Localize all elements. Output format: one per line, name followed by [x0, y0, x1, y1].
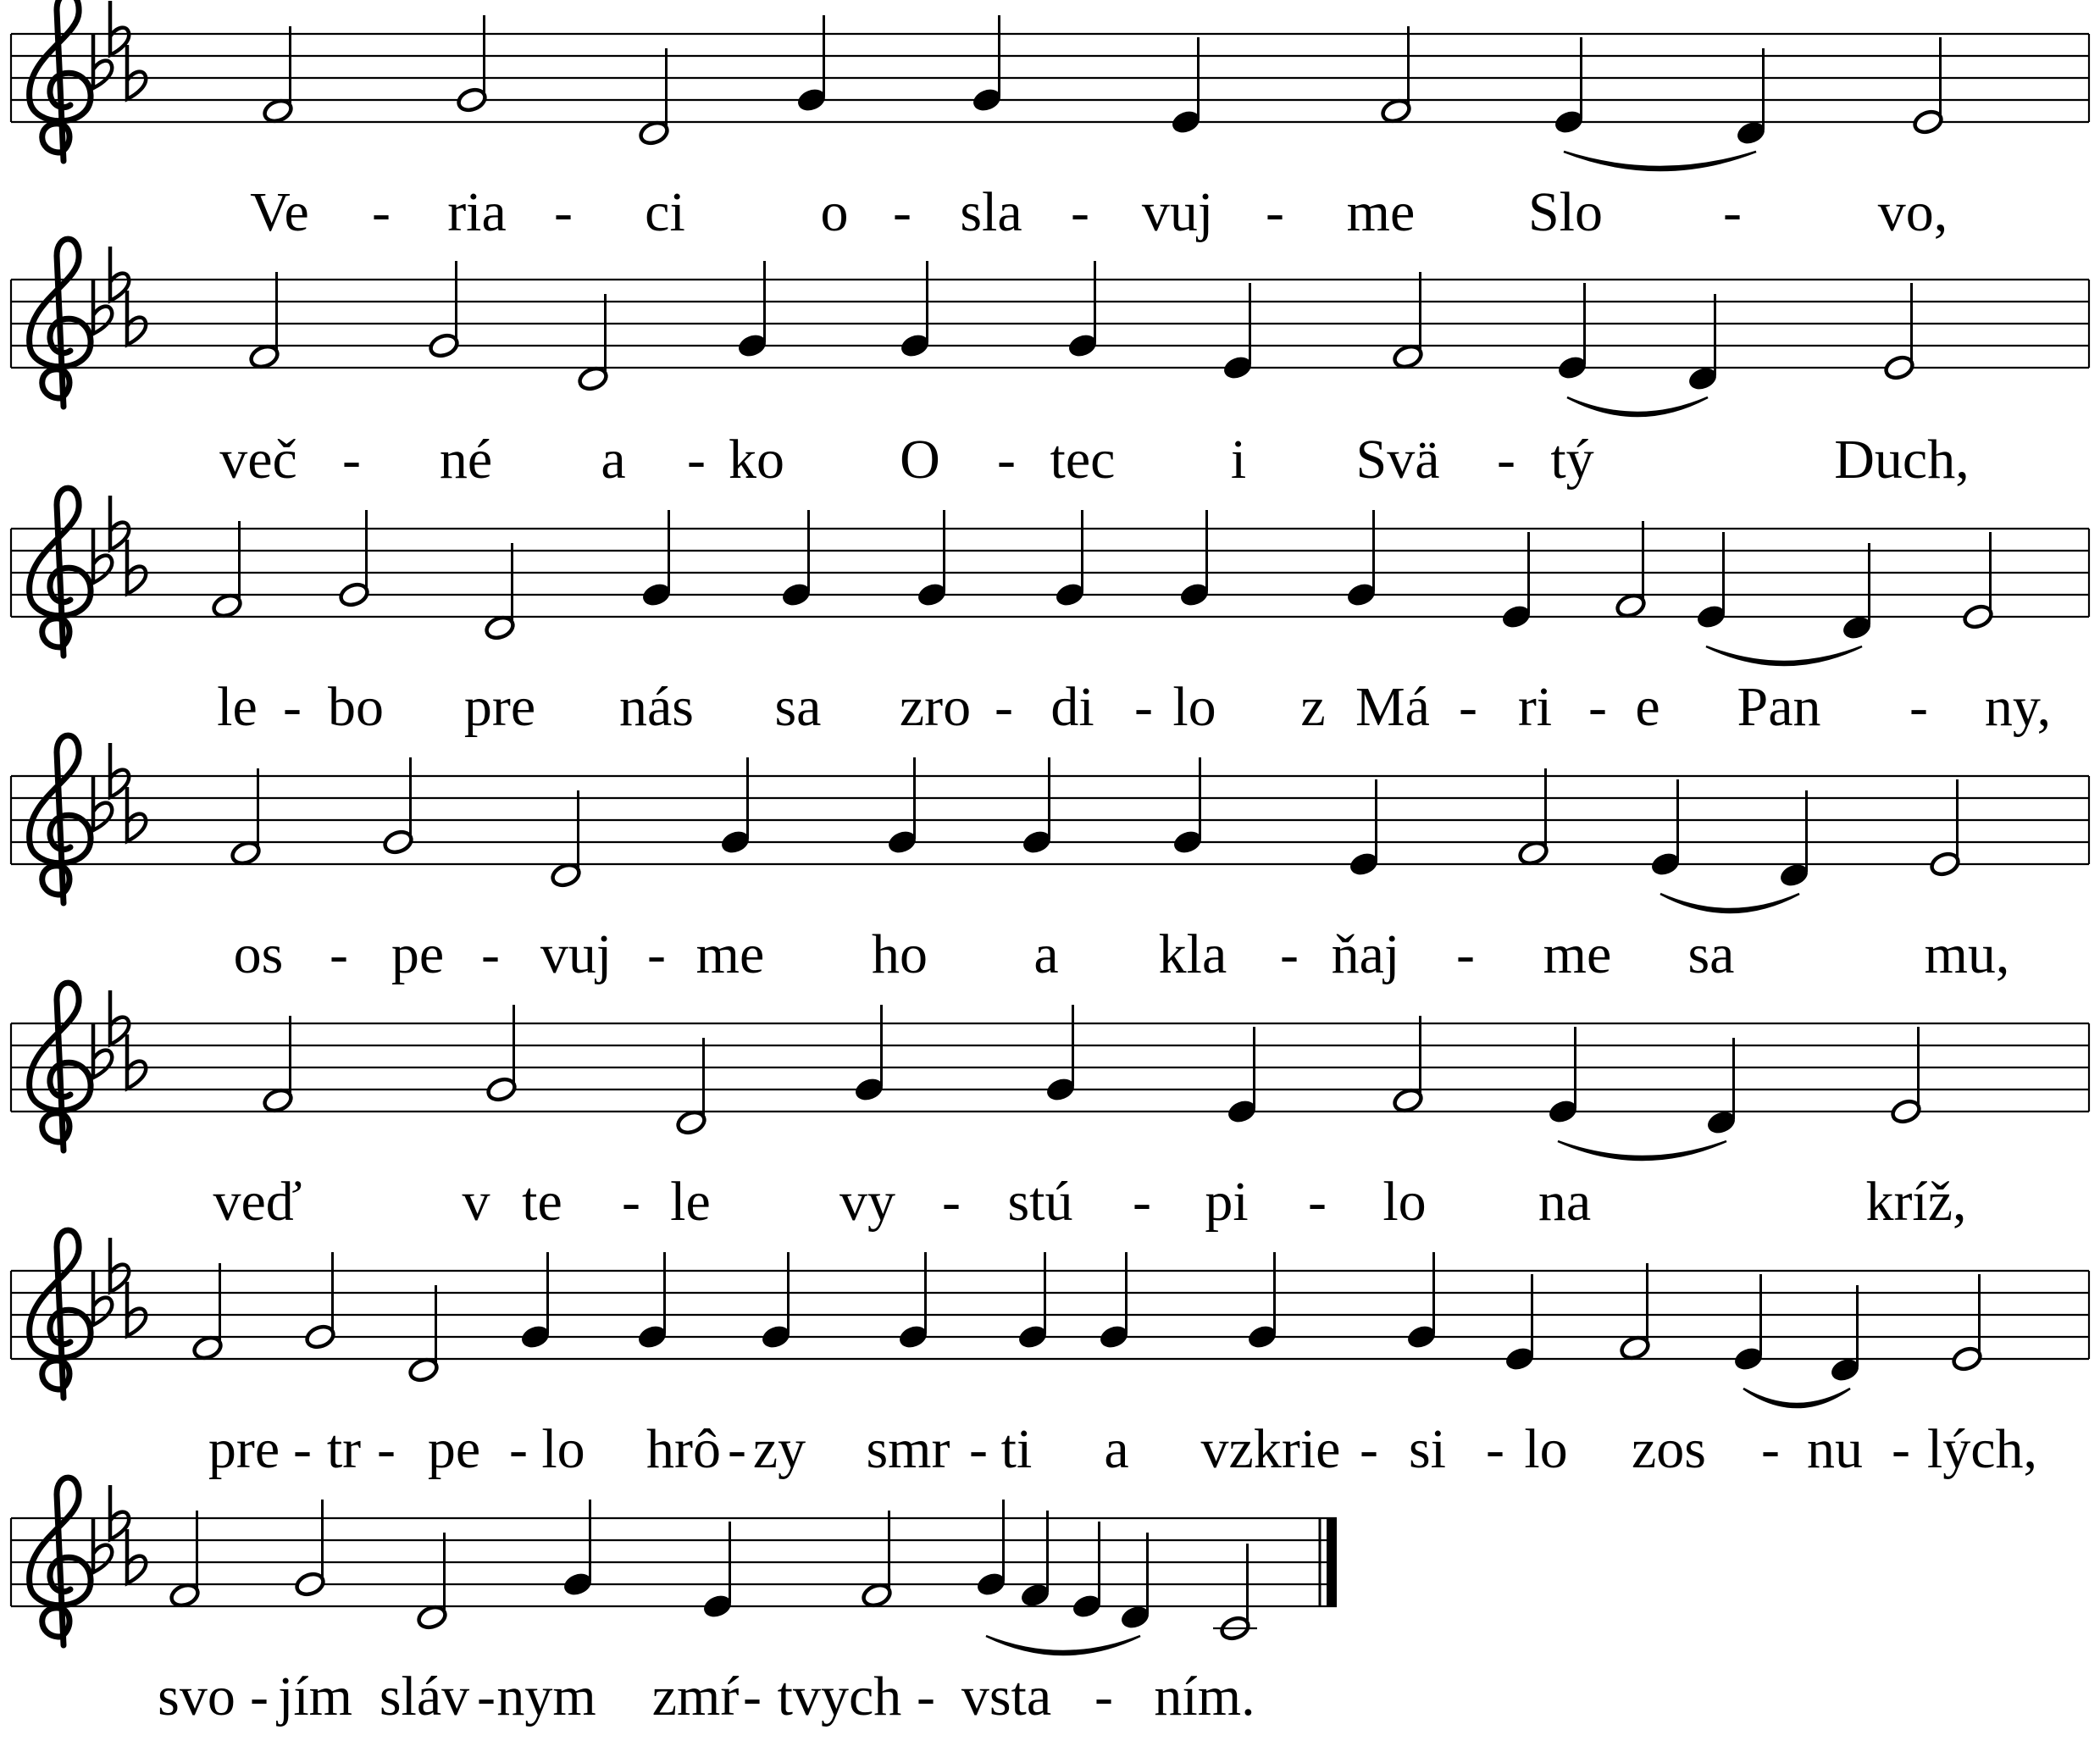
lyric-hyphen: -	[1133, 1171, 1151, 1233]
lyric-syllable: sa	[774, 676, 822, 738]
note-d4-quarter	[1735, 48, 1767, 147]
lyric-syllable: e	[1635, 676, 1660, 738]
lyrics-line-4	[234, 923, 2010, 985]
note-eb4-quarter	[1170, 37, 1202, 136]
lyric-hyphen: -	[969, 1418, 988, 1480]
lyric-hyphen: -	[1588, 676, 1607, 738]
note-g4-quarter	[1246, 1252, 1278, 1350]
note-g4-quarter	[1172, 757, 1204, 856]
lyric-hyphen: -	[509, 1418, 528, 1480]
lyric-hyphen: -	[1094, 1666, 1113, 1727]
note-g4-quarter	[975, 1500, 1007, 1598]
note-g4-quarter	[719, 757, 751, 856]
lyrics-line-6	[208, 1418, 2037, 1480]
note-g4-half	[456, 15, 488, 114]
lyric-syllable: Duch,	[1834, 429, 1970, 491]
lyric-hyphen: -	[942, 1171, 961, 1233]
note-d4-half	[484, 543, 516, 641]
lyric-syllable: os	[233, 923, 284, 985]
lyric-syllable: pi	[1205, 1171, 1249, 1233]
note-eb4-half	[1912, 37, 1944, 136]
note-eb4-quarter	[1226, 1027, 1258, 1125]
lyric-syllable: me	[1543, 923, 1612, 985]
lyric-hyphen: -	[1071, 181, 1089, 243]
lyric-syllable: ria	[447, 181, 507, 243]
note-eb4-quarter	[1732, 1274, 1765, 1372]
note-d4-quarter	[1829, 1285, 1861, 1383]
note-d4-half	[416, 1533, 448, 1631]
note-d4-half	[675, 1038, 707, 1136]
lyric-syllable: a	[601, 429, 626, 491]
slur	[1706, 646, 1862, 665]
lyric-hyphen: -	[917, 1666, 935, 1727]
slur	[986, 1636, 1140, 1655]
staff-system-1	[11, 0, 2089, 243]
lyric-hyphen: -	[1308, 1171, 1327, 1233]
note-d4-quarter	[1687, 294, 1719, 392]
slur	[1567, 397, 1708, 416]
note-eb4-quarter	[1556, 283, 1588, 381]
lyrics-line-7	[158, 1666, 1255, 1727]
note-d4-half	[550, 790, 582, 889]
lyric-hyphen: -	[293, 1418, 312, 1480]
lyric-syllable: vsta	[961, 1666, 1052, 1727]
lyric-syllable: stú	[1007, 1171, 1073, 1233]
flat-sign-icon	[127, 787, 146, 841]
note-f4-half	[1615, 521, 1647, 619]
lyric-syllable: vy	[839, 1171, 895, 1233]
lyric-hyphen: -	[1456, 923, 1475, 985]
note-g4-quarter	[1017, 1252, 1049, 1350]
lyric-syllable: svo	[158, 1666, 235, 1727]
lyric-hyphen: -	[377, 1418, 396, 1480]
note-g4-quarter	[971, 15, 1003, 114]
note-eb4-quarter	[1695, 532, 1727, 630]
lyrics-line-1	[250, 181, 1948, 243]
note-f4-half	[1517, 768, 1549, 867]
note-g4-half	[338, 510, 370, 608]
note-eb4-half	[1929, 779, 1961, 878]
lyric-hyphen: -	[1892, 1418, 1910, 1480]
lyrics-line-3	[217, 676, 2051, 738]
lyric-syllable: bo	[328, 676, 384, 738]
lyric-syllable: zos	[1632, 1418, 1706, 1480]
note-g4-quarter	[736, 261, 768, 359]
lyric-hyphen: -	[1134, 676, 1153, 738]
lyric-hyphen: -	[728, 1418, 746, 1480]
note-f4-half	[1619, 1263, 1651, 1361]
lyric-syllable: ko	[729, 429, 784, 491]
staff-system-5	[11, 983, 2089, 1233]
lyric-syllable: sa	[1687, 923, 1735, 985]
note-g4-quarter	[853, 1005, 885, 1103]
lyric-syllable: nu	[1807, 1418, 1863, 1480]
lyric-syllable: a	[1104, 1418, 1129, 1480]
note-f4-half	[1392, 1016, 1424, 1114]
lyric-syllable: na	[1538, 1171, 1592, 1233]
lyric-syllable: z	[1300, 676, 1326, 738]
lyric-syllable: si	[1408, 1418, 1447, 1480]
lyric-hyphen: -	[554, 181, 573, 243]
note-f4-half	[1392, 272, 1424, 370]
lyric-hyphen: -	[1280, 923, 1299, 985]
note-g4-quarter	[1021, 757, 1053, 856]
lyric-syllable: tr	[326, 1418, 362, 1480]
lyric-syllable: pe	[391, 923, 445, 985]
lyric-hyphen: -	[743, 1666, 762, 1727]
note-d4-half	[638, 48, 670, 147]
lyric-hyphen: -	[687, 429, 706, 491]
lyric-syllable: pre	[208, 1418, 280, 1480]
note-c4-half	[1213, 1544, 1257, 1642]
note-f4-quarter	[1019, 1511, 1051, 1609]
lyric-hyphen: -	[283, 676, 302, 738]
slur	[1558, 1141, 1726, 1160]
note-g4-quarter	[897, 1252, 929, 1350]
lyric-syllable: zmŕ	[651, 1666, 740, 1727]
note-d4-half	[407, 1285, 440, 1383]
note-eb4-half	[1951, 1274, 1983, 1372]
note-g4-half	[485, 1005, 518, 1103]
flat-sign-icon	[127, 45, 146, 99]
lyric-syllable: di	[1050, 676, 1094, 738]
lyric-hyphen: -	[622, 1171, 640, 1233]
slur	[1660, 894, 1799, 912]
note-g4-half	[294, 1500, 326, 1598]
lyric-syllable: hrô	[646, 1418, 721, 1480]
note-d4-quarter	[1119, 1533, 1151, 1631]
lyric-hyphen: -	[1266, 181, 1284, 243]
note-g4-quarter	[519, 1252, 551, 1350]
lyric-syllable: pre	[463, 676, 536, 738]
note-f4-half	[211, 521, 243, 619]
lyric-syllable: tec	[1050, 429, 1116, 491]
note-eb4-quarter	[1071, 1522, 1103, 1620]
note-f4-half	[248, 272, 280, 370]
lyric-syllable: a	[1033, 923, 1059, 985]
note-g4-half	[428, 261, 460, 359]
note-f4-half	[262, 1016, 294, 1114]
staff-system-2	[11, 239, 2089, 491]
lyric-syllable: né	[439, 429, 493, 491]
note-g4-quarter	[1098, 1252, 1130, 1350]
lyric-hyphen: -	[342, 429, 361, 491]
lyric-hyphen: -	[372, 181, 391, 243]
note-g4-quarter	[636, 1252, 668, 1350]
lyric-hyphen: -	[995, 676, 1013, 738]
lyric-syllable: sla	[960, 181, 1022, 243]
lyric-syllable: lých,	[1926, 1418, 2038, 1480]
note-d4-half	[577, 294, 609, 392]
note-d4-quarter	[1841, 543, 1873, 641]
lyric-hyphen: -	[477, 1666, 496, 1727]
lyric-syllable: ti	[1000, 1418, 1033, 1480]
lyric-syllable: lo	[1524, 1418, 1568, 1480]
lyric-syllable: le	[217, 676, 258, 738]
note-g4-quarter	[886, 757, 918, 856]
lyric-syllable: le	[670, 1171, 711, 1233]
lyric-hyphen: -	[1723, 181, 1742, 243]
lyric-syllable: o	[820, 181, 849, 243]
lyric-syllable: lo	[541, 1418, 585, 1480]
note-eb4-quarter	[1222, 283, 1254, 381]
lyric-hyphen: -	[1360, 1418, 1378, 1480]
flat-sign-icon	[127, 1529, 146, 1583]
note-eb4-quarter	[1500, 532, 1532, 630]
lyric-syllable: lo	[1382, 1171, 1427, 1233]
lyric-syllable: O	[900, 429, 940, 491]
note-f4-half	[191, 1263, 224, 1361]
lyric-syllable: vzkrie	[1200, 1418, 1341, 1480]
note-f4-half	[262, 26, 294, 125]
lyric-hyphen: -	[997, 429, 1016, 491]
lyric-syllable: zy	[752, 1418, 806, 1480]
lyric-syllable: smr	[866, 1418, 950, 1480]
slur	[1564, 152, 1756, 170]
note-d4-quarter	[1778, 790, 1810, 889]
lyric-syllable: Má	[1355, 676, 1430, 738]
note-eb4-half	[1883, 283, 1915, 381]
note-g4-quarter	[1178, 510, 1211, 608]
lyric-syllable: ním.	[1154, 1666, 1255, 1727]
note-g4-quarter	[795, 15, 828, 114]
note-g4-quarter	[640, 510, 673, 608]
note-g4-quarter	[899, 261, 931, 359]
lyric-syllable: pe	[427, 1418, 481, 1480]
lyric-syllable: ňaj	[1331, 923, 1400, 985]
lyric-syllable: v	[462, 1171, 490, 1233]
lyric-syllable: kríž,	[1865, 1171, 1967, 1233]
lyric-syllable: ci	[645, 181, 685, 243]
lyric-hyphen: -	[1486, 1418, 1504, 1480]
staff-system-4	[11, 735, 2089, 985]
lyric-syllable: jím	[277, 1666, 353, 1727]
lyric-syllable: Slo	[1527, 181, 1604, 243]
final-barline-thick	[1327, 1518, 1337, 1606]
lyric-hyphen: -	[893, 181, 911, 243]
note-eb4-quarter	[1504, 1274, 1536, 1372]
lyric-syllable: vuj	[540, 923, 612, 985]
flat-sign-icon	[127, 1034, 146, 1089]
lyric-hyphen: -	[1761, 1418, 1780, 1480]
lyrics-line-2	[219, 429, 1970, 491]
flat-sign-icon	[127, 291, 146, 345]
note-g4-quarter	[1345, 510, 1377, 608]
lyric-hyphen: -	[1909, 676, 1928, 738]
note-eb4-quarter	[1649, 779, 1682, 878]
note-eb4-quarter	[701, 1522, 734, 1620]
lyric-syllable: tvych	[777, 1666, 902, 1727]
note-d4-quarter	[1705, 1038, 1737, 1136]
note-eb4-half	[1890, 1027, 1922, 1125]
note-g4-quarter	[1405, 1252, 1438, 1350]
lyric-hyphen: -	[1497, 429, 1515, 491]
lyric-hyphen: -	[1459, 676, 1477, 738]
lyric-syllable: nás	[619, 676, 694, 738]
lyric-syllable: i	[1230, 429, 1247, 491]
lyric-syllable: mu,	[1924, 923, 2010, 985]
note-g4-quarter	[1067, 261, 1099, 359]
lyric-syllable: lo	[1172, 676, 1216, 738]
lyric-hyphen: -	[330, 923, 348, 985]
treble-clef-icon	[30, 0, 91, 161]
note-eb4-quarter	[1547, 1027, 1579, 1125]
lyric-syllable: nym	[496, 1666, 596, 1727]
lyric-syllable: te	[522, 1171, 562, 1233]
lyric-hyphen: -	[481, 923, 500, 985]
note-g4-quarter	[780, 510, 812, 608]
lyric-syllable: vuj	[1141, 181, 1214, 243]
staff-system-7	[11, 1478, 1337, 1727]
lyric-syllable: sláv	[379, 1666, 470, 1727]
lyric-syllable: vo,	[1877, 181, 1948, 243]
note-f4-half	[169, 1511, 201, 1609]
lyric-syllable: kla	[1158, 923, 1227, 985]
note-g4-quarter	[916, 510, 948, 608]
note-g4-half	[382, 757, 414, 856]
lyrics-line-5	[213, 1171, 1967, 1233]
lyric-syllable: Pan	[1737, 676, 1821, 738]
lyric-syllable: ho	[872, 923, 928, 985]
note-f4-half	[1380, 26, 1412, 125]
lyric-syllable: me	[695, 923, 765, 985]
lyric-syllable: tý	[1550, 429, 1594, 491]
lyric-hyphen: -	[250, 1666, 269, 1727]
note-g4-quarter	[1044, 1005, 1077, 1103]
note-g4-quarter	[562, 1500, 594, 1598]
lyric-syllable: Svä	[1355, 429, 1440, 491]
staff-system-3	[11, 488, 2089, 738]
note-f4-half	[861, 1511, 893, 1609]
note-f4-half	[230, 768, 262, 867]
lyric-syllable: veď	[213, 1171, 302, 1233]
lyric-syllable: Ve	[250, 181, 309, 243]
note-eb4-quarter	[1553, 37, 1585, 136]
note-eb4-half	[1962, 532, 1994, 630]
flat-sign-icon	[127, 540, 146, 594]
lyric-hyphen: -	[647, 923, 666, 985]
lyric-syllable: zro	[899, 676, 972, 738]
note-g4-quarter	[1054, 510, 1086, 608]
note-eb4-quarter	[1348, 779, 1380, 878]
lyric-syllable: ri	[1517, 676, 1553, 738]
note-g4-quarter	[760, 1252, 792, 1350]
staff-system-6	[11, 1230, 2089, 1480]
flat-sign-icon	[127, 1282, 146, 1336]
lyric-syllable: več	[219, 429, 297, 491]
lyric-syllable: me	[1346, 181, 1416, 243]
lyric-syllable: ny,	[1984, 676, 2052, 738]
note-g4-half	[304, 1252, 336, 1350]
slur	[1743, 1389, 1850, 1407]
